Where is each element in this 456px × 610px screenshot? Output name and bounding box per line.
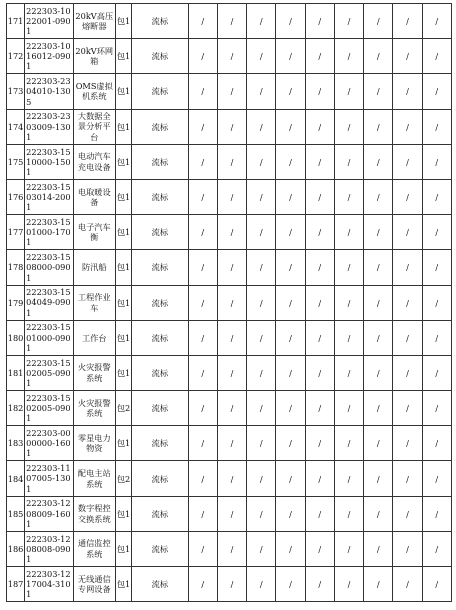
empty-cell: / [393,391,422,426]
empty-cell: / [188,320,217,355]
empty-cell: / [334,215,363,250]
empty-cell: / [188,285,217,320]
empty-cell: / [247,250,276,285]
table-row [7,496,452,531]
item-name: 20kV环网 箱 [73,39,115,74]
empty-cell: / [217,391,246,426]
material-code: 222303-12 17004-310 1 [25,567,73,602]
empty-cell: / [334,461,363,496]
material-code: 222303-10 16012-090 1 [25,39,73,74]
material-code: 222303-12 08008-090 1 [25,531,73,566]
item-name: 无线通信 专网设备 [73,567,115,602]
empty-cell: / [247,531,276,566]
item-name: 电子汽车 衡 [73,215,115,250]
empty-cell: / [305,320,334,355]
material-code: 222303-15 03014-200 1 [25,179,73,214]
item-name: 火灾报警 系统 [73,391,115,426]
empty-cell: / [422,496,451,531]
empty-cell: / [334,426,363,461]
table-row [7,531,452,566]
empty-cell: / [364,531,393,566]
empty-cell: / [247,144,276,179]
empty-cell: / [188,74,217,109]
empty-cell: / [305,426,334,461]
empty-cell: / [422,285,451,320]
empty-cell: / [334,285,363,320]
bid-status: 流标 [132,250,189,285]
empty-cell: / [422,215,451,250]
empty-cell: / [217,144,246,179]
item-name: 零星电力 物资 [73,426,115,461]
empty-cell: / [188,531,217,566]
row-number: 179 [7,285,25,320]
bid-status: 流标 [132,320,189,355]
empty-cell: / [305,461,334,496]
row-number: 187 [7,567,25,602]
empty-cell: / [364,109,393,144]
procurement-result-table-page [6,3,452,602]
empty-cell: / [247,355,276,390]
empty-cell: / [364,320,393,355]
table-row [7,285,452,320]
empty-cell: / [305,39,334,74]
empty-cell: / [276,250,305,285]
empty-cell: / [247,4,276,39]
package-number: 包1 [115,74,131,109]
empty-cell: / [276,74,305,109]
empty-cell: / [334,355,363,390]
empty-cell: / [422,320,451,355]
item-name: OMS虚拟 机系统 [73,74,115,109]
empty-cell: / [393,496,422,531]
table-row [7,215,452,250]
table-row [7,355,452,390]
empty-cell: / [393,461,422,496]
empty-cell: / [217,109,246,144]
table-row [7,74,452,109]
item-name: 数字程控 交换系统 [73,496,115,531]
empty-cell: / [276,179,305,214]
material-code: 222303-15 01000-170 1 [25,215,73,250]
empty-cell: / [305,74,334,109]
empty-cell: / [217,74,246,109]
empty-cell: / [247,426,276,461]
empty-cell: / [422,355,451,390]
empty-cell: / [305,355,334,390]
empty-cell: / [334,391,363,426]
empty-cell: / [276,496,305,531]
package-number: 包1 [115,179,131,214]
row-number: 175 [7,144,25,179]
material-code: 222303-15 10000-150 1 [25,144,73,179]
empty-cell: / [364,461,393,496]
bid-status: 流标 [132,567,189,602]
empty-cell: / [188,215,217,250]
bid-status: 流标 [132,39,189,74]
empty-cell: / [276,109,305,144]
empty-cell: / [422,74,451,109]
empty-cell: / [217,496,246,531]
empty-cell: / [364,250,393,285]
material-code: 222303-23 03009-130 1 [25,109,73,144]
item-name: 电取暖设 备 [73,179,115,214]
empty-cell: / [217,320,246,355]
empty-cell: / [422,39,451,74]
empty-cell: / [276,39,305,74]
bid-status: 流标 [132,4,189,39]
empty-cell: / [217,39,246,74]
empty-cell: / [247,461,276,496]
empty-cell: / [422,250,451,285]
empty-cell: / [305,215,334,250]
bid-status: 流标 [132,144,189,179]
empty-cell: / [217,461,246,496]
item-name: 工作台 [73,320,115,355]
item-name: 配电主站 系统 [73,461,115,496]
empty-cell: / [305,250,334,285]
empty-cell: / [188,179,217,214]
row-number: 177 [7,215,25,250]
row-number: 176 [7,179,25,214]
empty-cell: / [276,144,305,179]
empty-cell: / [422,531,451,566]
empty-cell: / [334,109,363,144]
empty-cell: / [276,531,305,566]
empty-cell: / [334,4,363,39]
empty-cell: / [305,109,334,144]
empty-cell: / [422,4,451,39]
bid-status: 流标 [132,285,189,320]
item-name: 电动汽车 充电设备 [73,144,115,179]
empty-cell: / [334,496,363,531]
empty-cell: / [393,74,422,109]
item-name: 20kV高压 熔断器 [73,4,115,39]
empty-cell: / [334,320,363,355]
empty-cell: / [247,179,276,214]
empty-cell: / [364,4,393,39]
empty-cell: / [305,179,334,214]
empty-cell: / [305,391,334,426]
empty-cell: / [334,250,363,285]
row-number: 186 [7,531,25,566]
empty-cell: / [276,215,305,250]
package-number: 包1 [115,320,131,355]
empty-cell: / [393,144,422,179]
empty-cell: / [276,4,305,39]
empty-cell: / [217,355,246,390]
bid-status: 流标 [132,531,189,566]
table-row [7,567,452,602]
table-row [7,4,452,39]
empty-cell: / [364,285,393,320]
empty-cell: / [364,567,393,602]
empty-cell: / [305,567,334,602]
package-number: 包1 [115,567,131,602]
material-code: 222303-23 04010-130 5 [25,74,73,109]
empty-cell: / [188,567,217,602]
empty-cell: / [393,215,422,250]
empty-cell: / [334,74,363,109]
empty-cell: / [364,496,393,531]
row-number: 183 [7,426,25,461]
empty-cell: / [217,567,246,602]
empty-cell: / [276,355,305,390]
material-code: 222303-15 08000-090 1 [25,250,73,285]
empty-cell: / [422,391,451,426]
empty-cell: / [188,426,217,461]
row-number: 184 [7,461,25,496]
package-number: 包1 [115,531,131,566]
empty-cell: / [364,179,393,214]
table-row [7,144,452,179]
empty-cell: / [217,4,246,39]
empty-cell: / [422,567,451,602]
material-code: 222303-15 01000-090 1 [25,320,73,355]
empty-cell: / [217,250,246,285]
package-number: 包1 [115,426,131,461]
package-number: 包1 [115,285,131,320]
empty-cell: / [334,39,363,74]
empty-cell: / [364,215,393,250]
empty-cell: / [393,179,422,214]
row-number: 181 [7,355,25,390]
table-row [7,109,452,144]
empty-cell: / [276,320,305,355]
bid-status: 流标 [132,215,189,250]
empty-cell: / [305,496,334,531]
empty-cell: / [247,567,276,602]
package-number: 包1 [115,4,131,39]
table-row [7,39,452,74]
empty-cell: / [188,109,217,144]
row-number: 174 [7,109,25,144]
empty-cell: / [217,179,246,214]
package-number: 包1 [115,109,131,144]
empty-cell: / [364,144,393,179]
table-row [7,250,452,285]
table-row [7,391,452,426]
empty-cell: / [393,567,422,602]
table-row [7,461,452,496]
table-row [7,179,452,214]
empty-cell: / [217,215,246,250]
material-code: 222303-11 07005-130 1 [25,461,73,496]
package-number: 包2 [115,461,131,496]
empty-cell: / [247,74,276,109]
item-name: 大数据全 景分析平 台 [73,109,115,144]
empty-cell: / [188,461,217,496]
empty-cell: / [334,179,363,214]
procurement-result-table [6,3,452,602]
empty-cell: / [422,461,451,496]
empty-cell: / [393,320,422,355]
bid-status: 流标 [132,496,189,531]
item-name: 防汛船 [73,250,115,285]
bid-status: 流标 [132,109,189,144]
empty-cell: / [393,39,422,74]
row-number: 180 [7,320,25,355]
empty-cell: / [393,4,422,39]
empty-cell: / [334,531,363,566]
material-code: 222303-00 00000-160 1 [25,426,73,461]
package-number: 包1 [115,215,131,250]
bid-status: 流标 [132,461,189,496]
empty-cell: / [247,215,276,250]
bid-status: 流标 [132,355,189,390]
empty-cell: / [364,355,393,390]
empty-cell: / [188,355,217,390]
material-code: 222303-15 04049-090 1 [25,285,73,320]
empty-cell: / [393,426,422,461]
package-number: 包1 [115,355,131,390]
empty-cell: / [422,144,451,179]
table-body [7,4,452,602]
empty-cell: / [334,144,363,179]
empty-cell: / [247,391,276,426]
material-code: 222303-12 08009-160 1 [25,496,73,531]
bid-status: 流标 [132,74,189,109]
row-number: 178 [7,250,25,285]
material-code: 222303-10 22001-090 1 [25,4,73,39]
empty-cell: / [188,144,217,179]
empty-cell: / [364,391,393,426]
empty-cell: / [247,109,276,144]
row-number: 171 [7,4,25,39]
empty-cell: / [188,496,217,531]
row-number: 182 [7,391,25,426]
row-number: 172 [7,39,25,74]
empty-cell: / [393,250,422,285]
empty-cell: / [247,39,276,74]
row-number: 173 [7,74,25,109]
bid-status: 流标 [132,426,189,461]
empty-cell: / [364,39,393,74]
empty-cell: / [305,285,334,320]
package-number: 包1 [115,250,131,285]
package-number: 包1 [115,496,131,531]
empty-cell: / [247,496,276,531]
empty-cell: / [276,426,305,461]
empty-cell: / [393,285,422,320]
empty-cell: / [188,391,217,426]
item-name: 火灾报警 系统 [73,355,115,390]
empty-cell: / [364,74,393,109]
empty-cell: / [247,285,276,320]
material-code: 222303-15 02005-090 1 [25,355,73,390]
empty-cell: / [276,461,305,496]
empty-cell: / [305,531,334,566]
empty-cell: / [188,39,217,74]
empty-cell: / [276,567,305,602]
empty-cell: / [422,179,451,214]
row-number: 185 [7,496,25,531]
empty-cell: / [217,531,246,566]
empty-cell: / [188,250,217,285]
empty-cell: / [422,426,451,461]
empty-cell: / [276,285,305,320]
material-code: 222303-15 02005-090 1 [25,391,73,426]
table-row [7,320,452,355]
empty-cell: / [188,4,217,39]
package-number: 包1 [115,39,131,74]
package-number: 包2 [115,391,131,426]
empty-cell: / [247,320,276,355]
empty-cell: / [364,426,393,461]
item-name: 工程作业 车 [73,285,115,320]
empty-cell: / [276,391,305,426]
package-number: 包1 [115,144,131,179]
item-name: 通信监控 系统 [73,531,115,566]
empty-cell: / [305,144,334,179]
empty-cell: / [217,426,246,461]
empty-cell: / [393,109,422,144]
empty-cell: / [334,567,363,602]
empty-cell: / [217,285,246,320]
bid-status: 流标 [132,179,189,214]
bid-status: 流标 [132,391,189,426]
empty-cell: / [422,109,451,144]
empty-cell: / [393,355,422,390]
empty-cell: / [393,531,422,566]
table-row [7,426,452,461]
empty-cell: / [305,4,334,39]
